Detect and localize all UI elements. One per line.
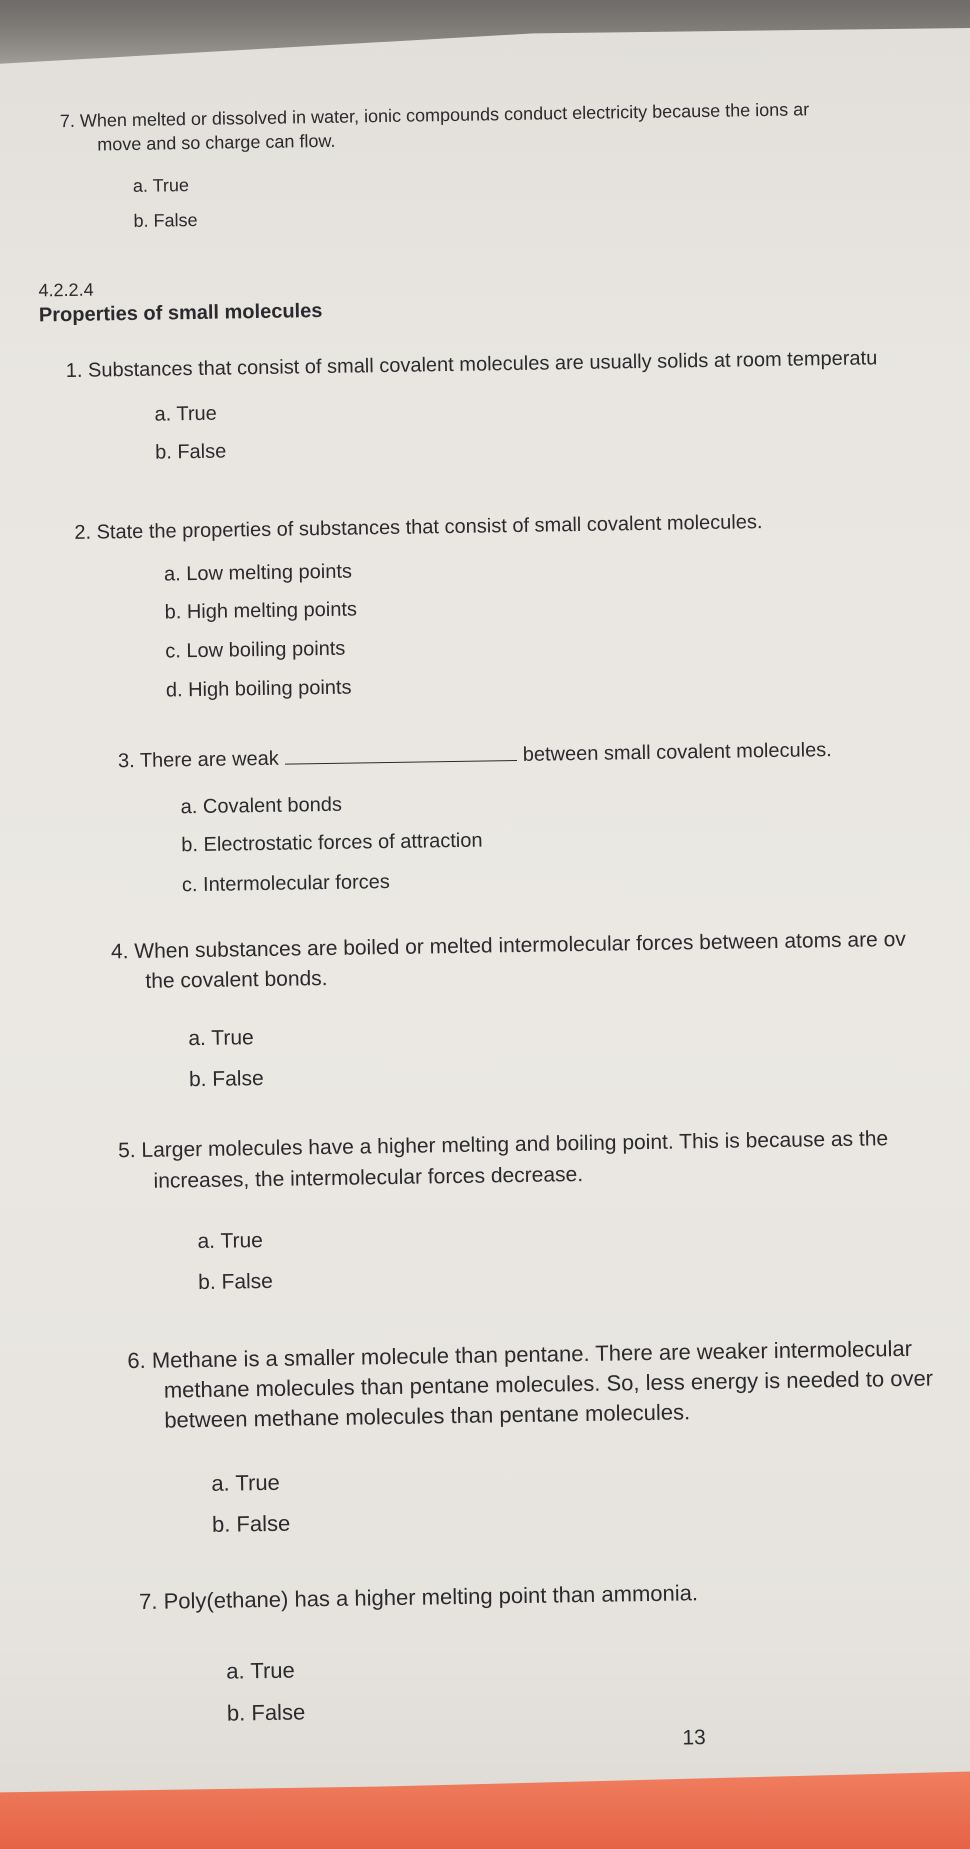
answer-option: a. True — [226, 1657, 295, 1684]
answer-option: b. High melting points — [164, 598, 358, 624]
answer-option: b. False — [226, 1699, 306, 1726]
question-text: between methane molecules than pentane molecules. — [164, 1399, 691, 1433]
question-text: the covalent bonds. — [145, 966, 328, 993]
answer-blank — [285, 742, 517, 765]
answer-option: a. Low melting points — [163, 560, 353, 586]
answer-option: a. Covalent bonds — [180, 793, 343, 819]
answer-option: b. Electrostatic forces of attraction — [181, 829, 483, 857]
answer-option: b. False — [188, 1066, 264, 1092]
answer-option: b. False — [133, 209, 198, 231]
question-text: 7. Poly(ethane) has a higher melting point than ammonia. — [138, 1580, 699, 1615]
page-number: 13 — [682, 1726, 706, 1750]
question-text — [118, 737, 832, 773]
question-text: move and so charge can flow. — [97, 130, 336, 155]
answer-option: c. Intermolecular forces — [181, 870, 390, 897]
answer-option: d. High boiling points — [165, 676, 352, 702]
question-text: methane molecules than pentane molecules. So, less energy is needed to over — [163, 1365, 934, 1403]
answer-option: c. Low boiling points — [165, 637, 346, 663]
question-text-before-blank: 3. There are weak — [117, 747, 279, 773]
question-text: 5. Larger molecules have a higher melting and boiling point. This is because as the — [117, 1127, 889, 1163]
question-text: increases, the intermolecular forces decrease. — [153, 1162, 584, 1193]
answer-option: a. True — [211, 1469, 280, 1496]
section-title: Properties of small molecules — [38, 299, 323, 327]
section-number: 4.2.2.4 — [38, 279, 94, 301]
answer-option: a. True — [188, 1026, 254, 1051]
answer-option: b. False — [211, 1510, 291, 1537]
question-text: 1. Substances that consist of small covalent molecules are usually solids at room temperatu — [65, 347, 878, 383]
question-text-after-blank: between small covalent molecules. — [522, 739, 832, 766]
answer-option: a. True — [154, 402, 217, 426]
question-text: 2. State the properties of substances that consist of small covalent molecules. — [74, 511, 763, 544]
answer-option: b. False — [197, 1269, 274, 1295]
question-text: 6. Methane is a smaller molecule than pentane. There are weaker intermolecular — [127, 1335, 913, 1374]
answer-option: b. False — [154, 440, 227, 464]
answer-option: a. True — [197, 1229, 264, 1254]
answer-option: a. True — [132, 175, 190, 196]
question-text: 7. When melted or dissolved in water, ionic compounds conduct electricity because the ions ar — [59, 99, 810, 132]
question-text: 4. When substances are boiled or melted intermolecular forces between atoms are ov — [110, 927, 906, 964]
